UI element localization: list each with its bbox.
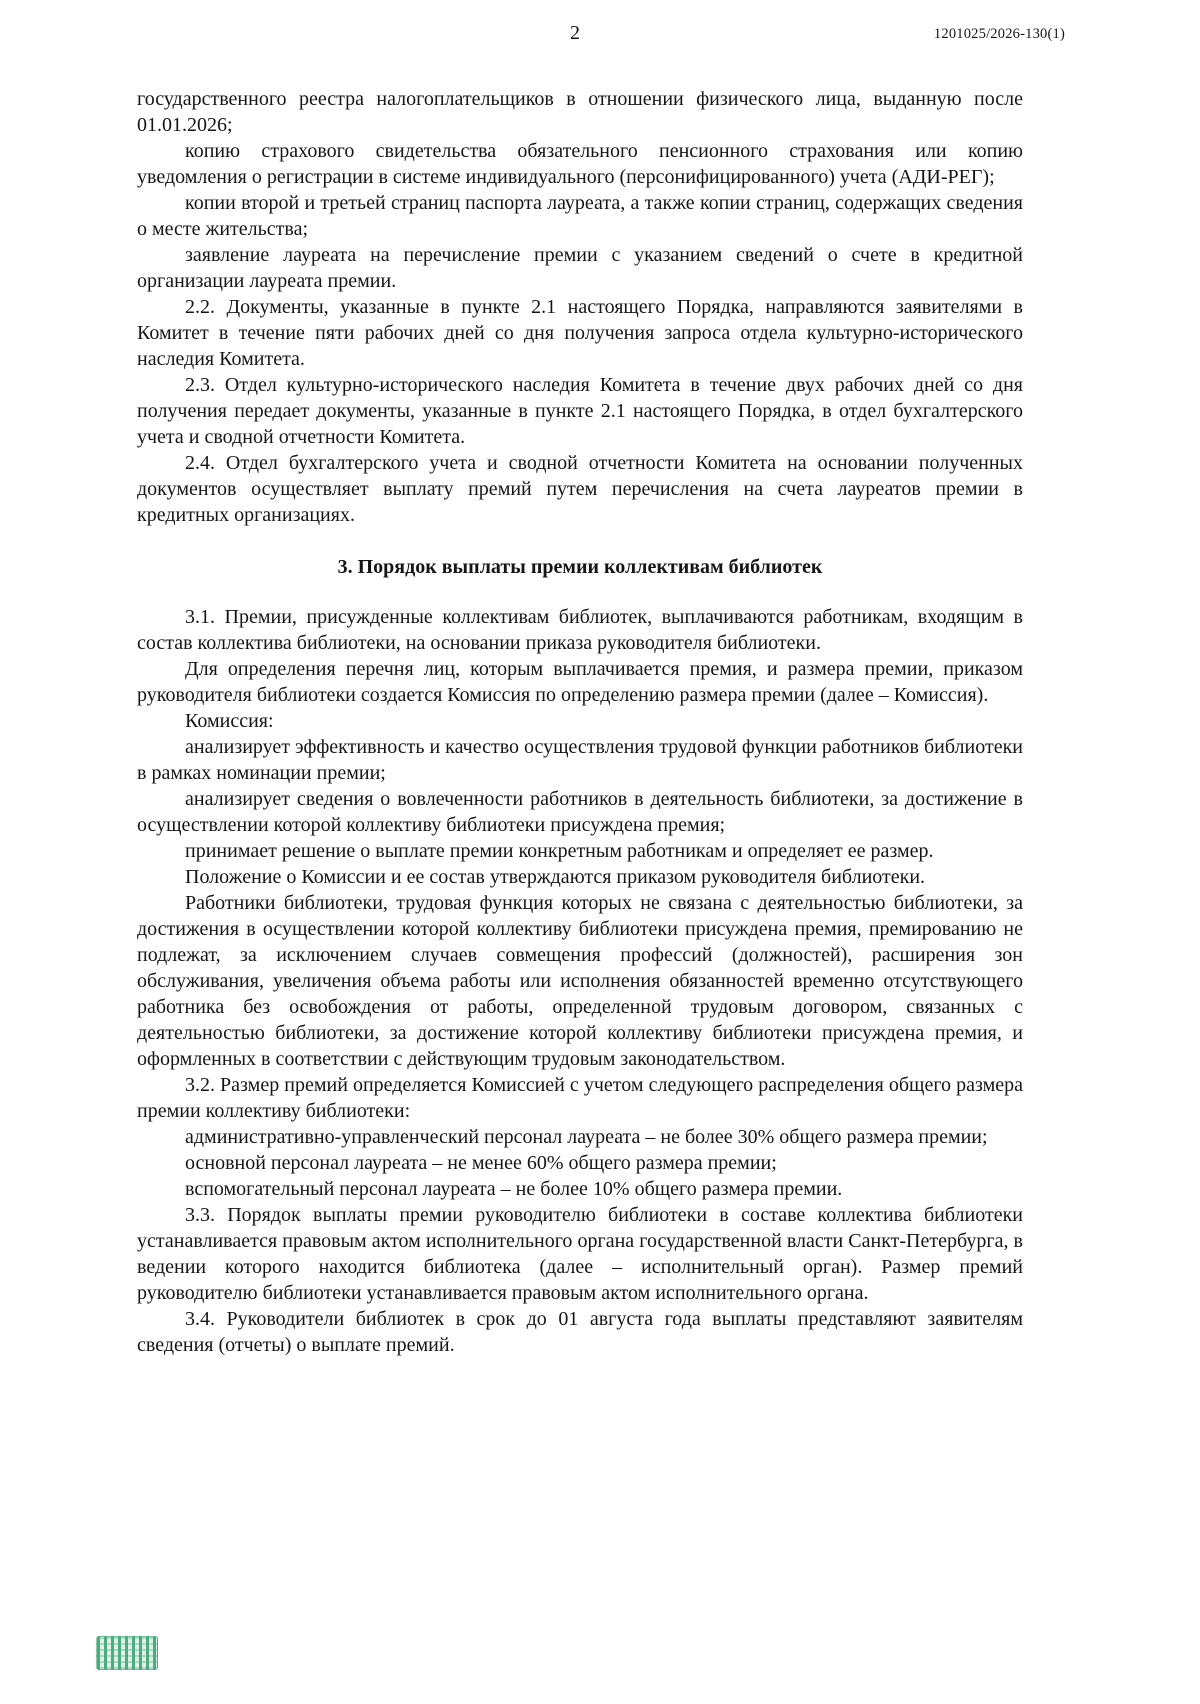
paragraph: копии второй и третьей страниц паспорта лауреата, а также копии страниц, содержащих сведения о месте жительства;: [137, 192, 1023, 240]
paragraph: основной персонал лауреата – не менее 60% общего размера премии;: [185, 1152, 777, 1174]
paragraph: 2.4. Отдел бухгалтерского учета и сводной отчетности Комитета на основании полученных документов осуществляет выплату премий путем перечисления на счета лауреатов премии в кредитных организациях.: [137, 452, 1023, 526]
paragraph: 3.1. Премии, присужденные коллективам библиотек, выплачиваются работникам, входящим в состав коллектива библиотеки, на основании приказа руководителя библиотеки.: [137, 606, 1023, 654]
paragraph: анализирует эффективность и качество осуществления трудовой функции работников библиотеки в рамках номинации премии;: [137, 736, 1023, 784]
paragraph: вспомогательный персонал лауреата – не более 10% общего размера премии.: [185, 1178, 843, 1200]
document-reference: 1201025/2026-130(1): [933, 26, 1065, 42]
paragraph: административно-управленческий персонал лауреата – не более 30% общего размера премии;: [185, 1126, 988, 1148]
paragraph: анализирует сведения о вовлеченности работников в деятельность библиотеки, за достижение в осуществлении которой коллективу библиотеки присуждена премия;: [137, 788, 1023, 836]
paragraph: 3.3. Порядок выплаты премии руководителю библиотеки в составе коллектива библиотеки устанавливается правовым актом исполнительного органа государственной власти Санкт-Петербурга, в ведении которого находится библиотека (далее – исполнительный орган). Размер премий руководителю библиотеки устанавливается правовым актом исполнительного органа.: [137, 1204, 1023, 1304]
paragraph: 2.3. Отдел культурно-исторического наследия Комитета в течение двух рабочих дней со дня получения передает документы, указанные в пункте 2.1 настоящего Порядка, в отдел бухгалтерского учета и сводной отчетности Комитета.: [137, 374, 1023, 448]
paragraph: 3.4. Руководители библиотек в срок до 01 августа года выплаты представляют заявителям сведения (отчеты) о выплате премий.: [137, 1308, 1023, 1356]
paragraph: 2.2. Документы, указанные в пункте 2.1 настоящего Порядка, направляются заявителями в Комитет в течение пяти рабочих дней со дня получения запроса отдела культурно-исторического наследия Комитета.: [137, 296, 1023, 370]
paragraph: Положение о Комиссии и ее состав утверждаются приказом руководителя библиотеки.: [185, 866, 926, 888]
paragraph: принимает решение о выплате премии конкретным работникам и определяет ее размер.: [185, 840, 934, 862]
paragraph: государственного реестра налогоплательщиков в отношении физического лица, выданную после 01.01.2026;: [137, 88, 1023, 136]
paragraph: Комиссия:: [185, 710, 274, 732]
paragraph: копию страхового свидетельства обязательного пенсионного страхования или копию уведомления о регистрации в системе индивидуального (персонифицированного) учета (АДИ-РЕГ);: [137, 140, 1023, 188]
paragraph: Для определения перечня лиц, которым выплачивается премия, и размера премии, приказом руководителя библиотеки создается Комиссия по определению размера премии (далее – Комиссия).: [137, 658, 1023, 706]
document-body: [137, 86, 1023, 1358]
section-heading: 3. Порядок выплаты премии коллективам библиотек: [337, 556, 823, 578]
paragraph: заявление лауреата на перечисление премии с указанием сведений о счете в кредитной организации лауреата премии.: [137, 244, 1023, 292]
page-number: 2: [570, 22, 580, 44]
paragraph: 3.2. Размер премий определяется Комиссией с учетом следующего распределения общего размера премии коллективу библиотеки:: [137, 1074, 1023, 1122]
signature-stamp-icon: [96, 1636, 158, 1670]
paragraph: Работники библиотеки, трудовая функция которых не связана с деятельностью библиотеки, за достижения в осуществлении которой коллективу библиотеки присуждена премия, премированию не подлежат, за исключением случаев совмещения профессий (должностей), расширения зон обслуживания, увеличения объема работы или исполнения обязанностей временно отсутствующего работника без освобождения от работы, определенной трудовым договором, связанных с деятельностью библиотеки, за достижение которой коллективу библиотеки присуждена премия, и оформленных в соответствии с действующим трудовым законодательством.: [137, 892, 1023, 1070]
